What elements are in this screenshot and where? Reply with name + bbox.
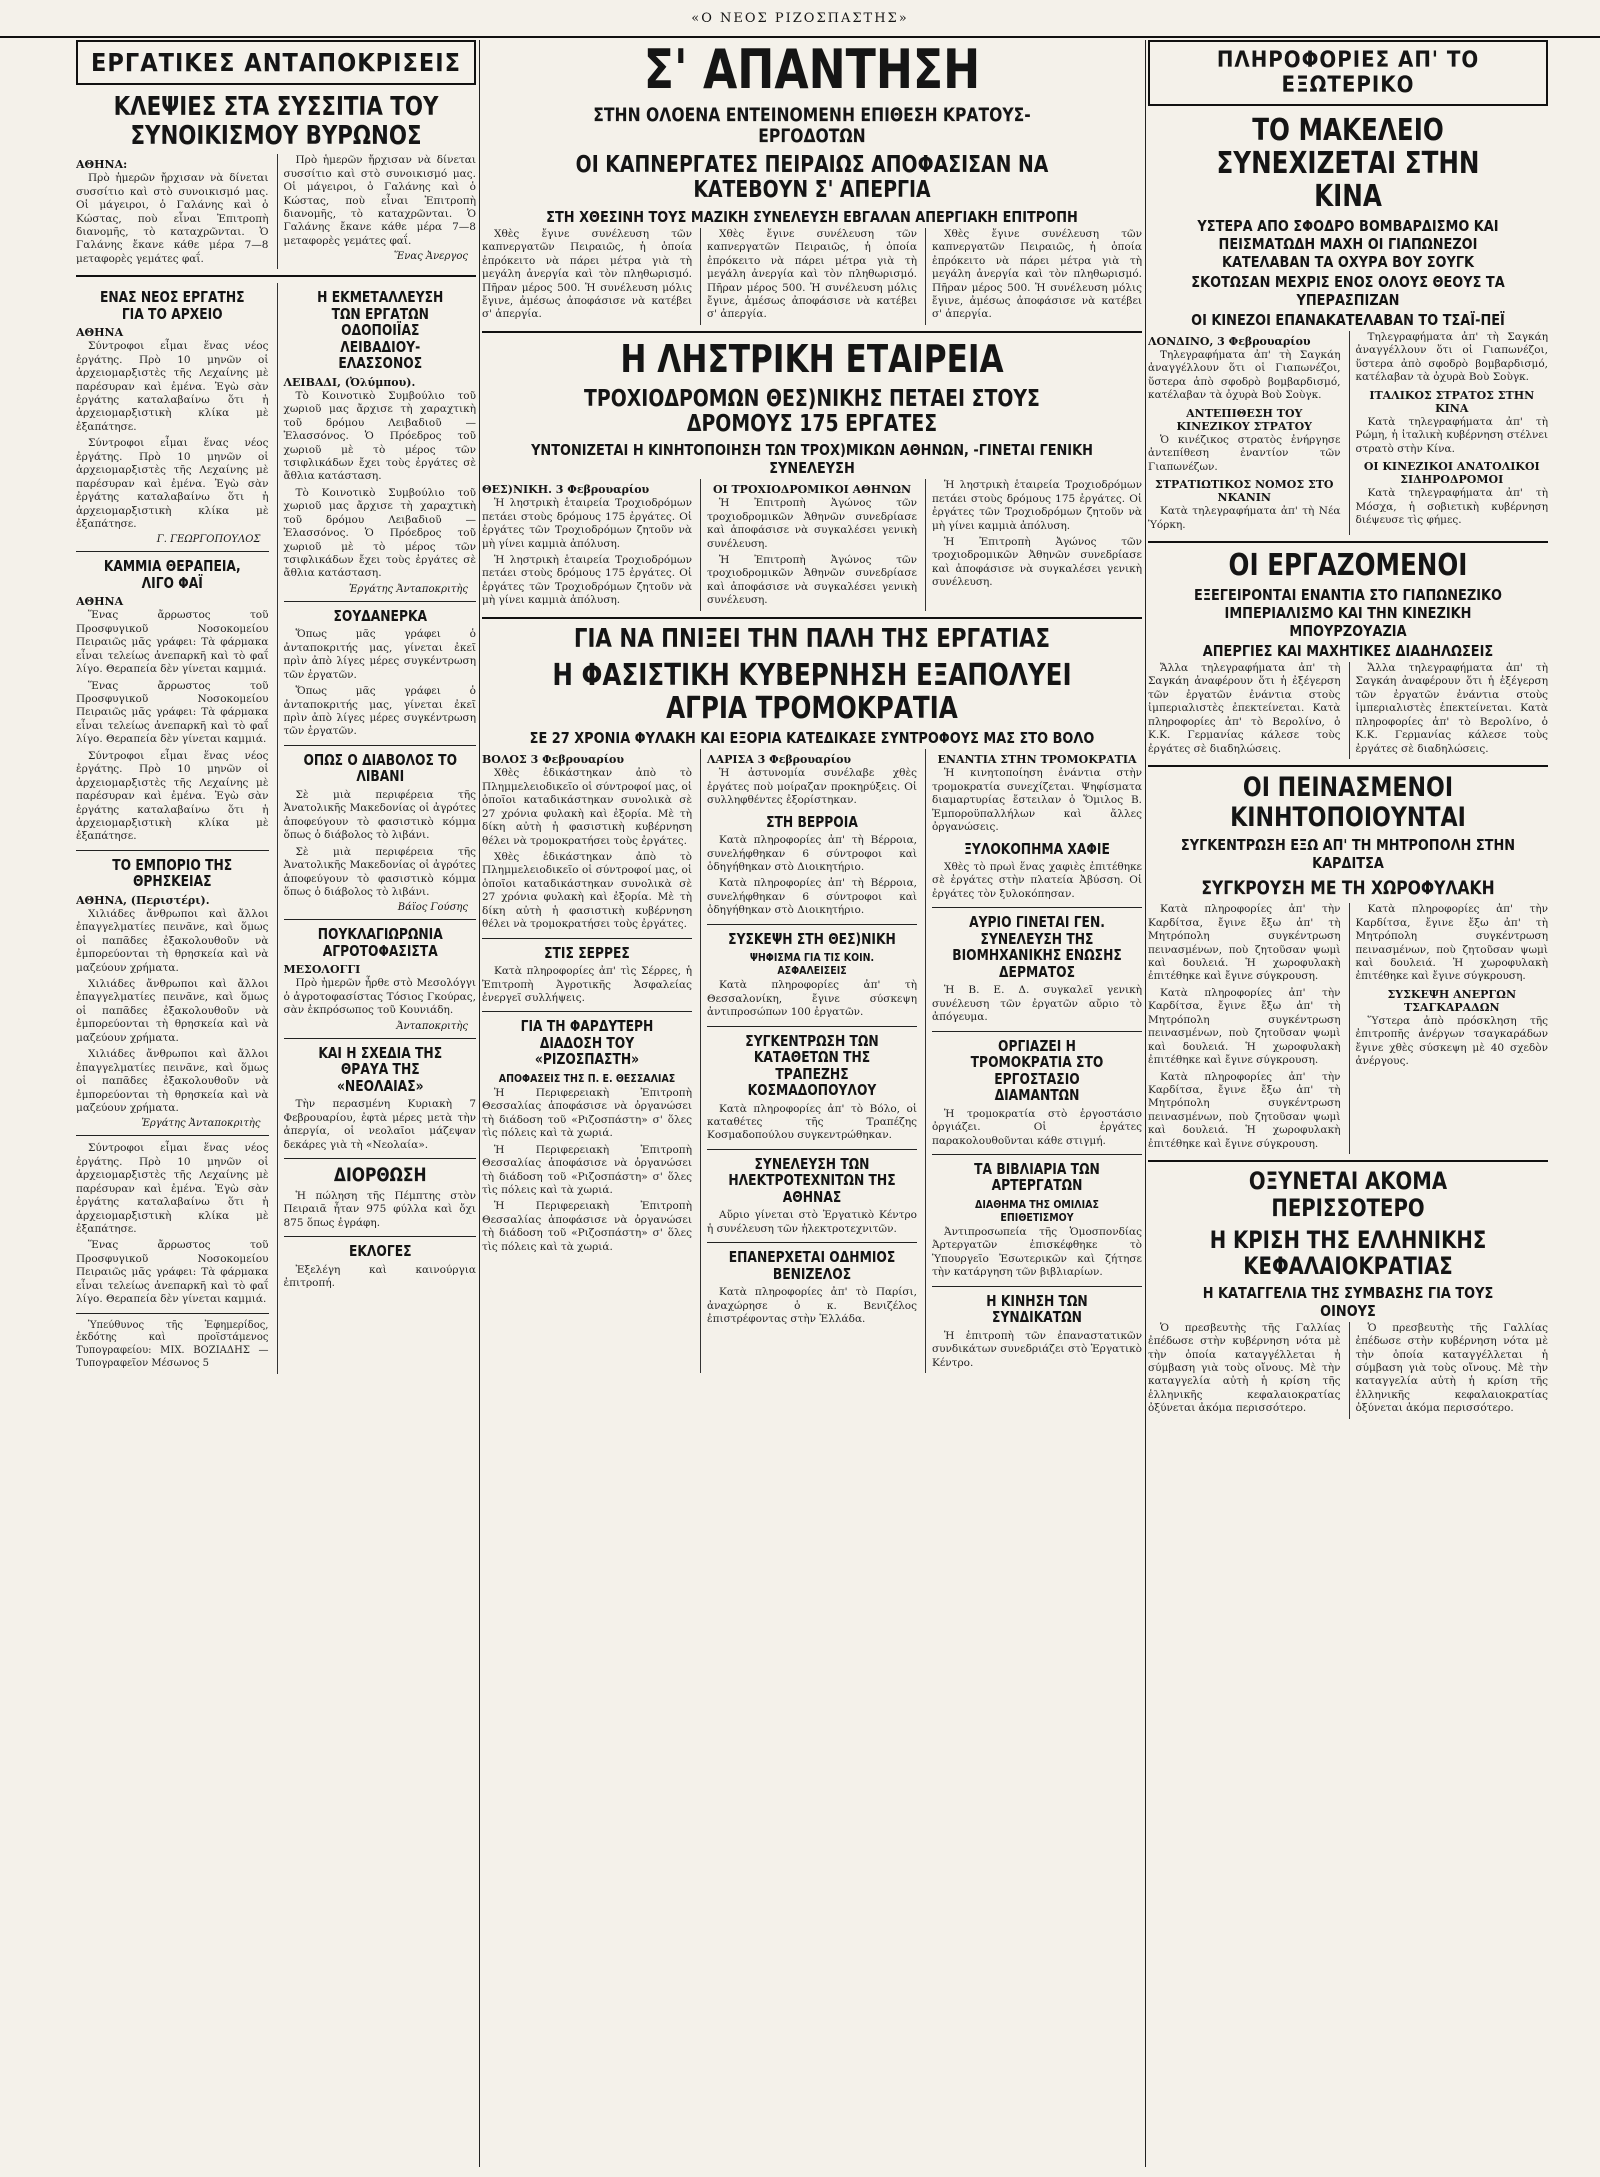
article-body: Τὴν περασμένη Κυριακὴ 7 Φεβρουαρίου, ἐφτὰ μέρες μετὰ τὴν ἀπεργία, οἱ νεολαῖοι μάζεψαν δεκάρες γιὰ τὴ «Νεολαία».	[283, 1098, 476, 1151]
article-body: Ἡ Ἐπιτροπὴ Ἀγώνος τῶν τροχιοδρομικῶν Ἀθηνῶν συνεδρίασε καὶ ἀποφάσισε νὰ συγκαλέσει γενικὴ συνέλευση.	[707, 553, 917, 607]
article-title: ΕΠΑΝΕΡΧΕΤΑΙ ΟΔΗΜΙΟΣ ΒΕΝΙΖΕΛΟΣ	[728, 1248, 896, 1283]
article-body: Ἡ Περιφερειακὴ Ἐπιτροπὴ Θεσσαλίας ἀποφάσισε νὰ ὀργανώσει τὴ διάδοση τοῦ «Ριζοσπάστη» σ' ὅλες τὶς πόλεις καὶ τὰ χωριά.	[482, 1200, 692, 1253]
article-body-continued: Πρὸ ἡμερῶν ἤρχισαν νὰ δίνεται συσσίτιο καὶ στὸ συνοικισμό μας. Οἱ μάγειροι, ὁ Γαλάνης καὶ ὁ Κώστας, ποὺ εἶναι Ἐπιτροπὴ διανομῆς, τὸ καταχρῶνται. Ὁ Γαλάνης ἔκανε κάθε μέρα 7—8 μεταφορὲς γεμάτες φαΐ.	[283, 154, 476, 247]
article-body: Ἐξελέγη καὶ καινούργια ἐπιτροπή.	[283, 1263, 476, 1290]
right-column	[1148, 40, 1548, 2167]
main-headline: Σ' ΑΠΑΝΤΗΣΗ	[643, 40, 981, 101]
subheadline: ΣΥΓΚΕΝΤΡΩΣΗ ΕΞΩ ΑΠ' ΤΗ ΜΗΤΡΟΠΟΛΗ ΣΤΗΝ ΚΑΡΔΙΤΣΑ	[1180, 836, 1516, 873]
article-title: ΟΡΓΙΑΖΕΙ Η ΤΡΟΜΟΚΡΑΤΙΑ ΣΤΟ ΕΡΓΟΣΤΑΣΙΟ ΔΙΑΜΑΝΤΩΝ	[970, 1036, 1104, 1105]
dateline: ΑΘΗΝΑ:	[76, 158, 128, 172]
article-title: ΚΑΜΜΙΑ ΘΕΡΑΠΕΙΑ, ΛΙΓΟ ΦΑΪ	[103, 557, 241, 592]
article-body: Χθὲς ἔγινε συνέλευση τῶν καπνεργατῶν Πειραιῶς, ἡ ὁποία ἐπρόκειτο νὰ πάρει μέτρα γιὰ τὴ μεγάλη ἀνεργία καὶ τὸν πληθωρισμό. Πῆραν μέρος 500. Ἡ συνέλευση μόλις ἔγινε, ἀμέσως ἀποφάσισε νὰ κατέβει σ' ἀπεργία.	[482, 227, 692, 321]
column-rule-left	[479, 40, 480, 2167]
article-body: Σὲ μιὰ περιφέρεια τῆς Ἀνατολικῆς Μακεδονίας οἱ ἀγρότες ἀποφεύγουν τὸ φασιστικὸ κόμμα ὅπως ὁ διάβολος τὸ λιβάνι.	[283, 788, 476, 842]
headline: ΟΙ ΠΕΙΝΑΣΜΕΝΟΙ ΚΙΝΗΤΟΠΟΙΟΥΝΤΑΙ	[1230, 772, 1466, 833]
signature: Γ. ΓΕΩΡΓΟΠΟΥΛΟΣ	[156, 534, 261, 546]
dateline: ΜΕΣΟΛΟΓΓΙ	[283, 963, 361, 977]
article-title: ΟΙ ΚΙΝΕΖΙΚΟΙ ΑΝΑΤΟΛΙΚΟΙ ΣΙΔΗΡΟΔΡΟΜΟΙ	[1363, 460, 1540, 487]
article-body: Σύντροφοι εἶμαι ἕνας νέος ἐργάτης. Πρὸ 10 μηνῶν οἱ ἀρχειομαρξιστὲς τῆς Λεχαίνης μὲ παρέσυραν καὶ ἐμένα. Ἐγὼ σὰν ἐργάτης καταλαβαίνω ὅτι ἡ ἀρχειομαρξιστικὴ κλίκα μὲ ἐξαπάτησε.	[76, 1142, 269, 1235]
article-body: Χθὲς ἔγινε συνέλευση τῶν καπνεργατῶν Πειραιῶς, ἡ ὁποία ἐπρόκειτο νὰ πάρει μέτρα γιὰ τὴ μεγάλη ἀνεργία καὶ τὸν πληθωρισμό. Πῆραν μέρος 500. Ἡ συνέλευση μόλις ἔγινε, ἀμέσως ἀποφάσισε νὰ κατέβει σ' ἀπεργία.	[707, 227, 917, 321]
article-body: Ἡ ἀστυνομία συνέλαβε χθὲς ἐργάτες ποὺ μοίραζαν προκηρύξεις. Οἱ συλληφθέντες ἐξορίστηκαν.	[707, 767, 917, 807]
article-body: Ἀντιπροσωπεία τῆς Ὁμοσπονδίας Ἀρτεργατῶν ἐπισκέφθηκε τὸ Ὑπουργεῖο Ἐσωτερικῶν καὶ ζήτησε τὴν κατάργηση τῶν βιβλιαρίων.	[932, 1225, 1142, 1279]
article-body: Ἄλλα τηλεγραφήματα ἀπ' τὴ Σαγκάη ἀναφέρουν ὅτι ἡ ἐξέγερση τῶν ἐργατῶν ἐνάντια στοὺς ἰμπεριαλιστὲς ἐπεκτείνεται. Κατὰ πληροφορίες ἀπ' τὸ Βερολίνο, ὁ Κ.Κ. Γερμανίας κάλεσε τοὺς ἐργάτες σὲ διαδηλώσεις.	[1355, 661, 1548, 755]
dateline: ΘΕΣ)ΝΙΚΗ. 3 Φεβρουαρίου	[482, 483, 650, 497]
article-body: Ἡ τρομοκρατία στὸ ἐργοστάσιο ὀργιάζει. Οἱ ἐργάτες παρακολουθοῦνται κάθε στιγμή.	[932, 1107, 1142, 1147]
article-title: ΓΙΑ ΤΗ ΦΑΡΔΥΤΕΡΗ ΔΙΑΔΟΣΗ ΤΟΥ «ΡΙΖΟΣΠΑΣΤΗ»	[520, 1017, 654, 1069]
article-body: Τηλεγραφήματα ἀπ' τὴ Σαγκάη ἀναγγέλλουν ὅτι οἱ Γιαπωνέζοι, ὕστερα ἀπὸ σφοδρὸ βομβαρδισμό, κατέλαβαν τὰ ὀχυρὰ Βοὺ Σοὺγκ.	[1355, 331, 1548, 384]
article-body: Ἕνας ἄρρωστος τοῦ Προσφυγικοῦ Νοσοκομείου Πειραιῶς μᾶς γράφει: Τὰ φάρμακα εἶναι τελείως ἀνεπαρκῆ καὶ τὸ φαΐ λίγο. Θεραπεία δὲν γίνεται καμμιά.	[76, 1239, 269, 1306]
subheadline: ΥΝΤΟΝΙΖΕΤΑΙ Η ΚΙΝΗΤΟΠΟΙΗΣΗ ΤΩΝ ΤΡΟΧ)ΜΙΚΩΝ ΑΘΗΝΩΝ, -ΓΙΝΕΤΑΙ ΓΕΝΙΚΗ ΣΥΝΕΛΕΥΣΗ	[531, 441, 1093, 478]
signature: Βάϊος Γούσης	[397, 902, 468, 914]
article-title: ΣΤΗ ΒΕΡΡΟΙΑ	[766, 812, 858, 831]
article-body: Ἕνας ἄρρωστος τοῦ Προσφυγικοῦ Νοσοκομείου Πειραιῶς μᾶς γράφει: Τὰ φάρμακα εἶναι τελείως ἀνεπαρκῆ καὶ τὸ φαΐ λίγο. Θεραπεία δὲν γίνεται καμμιά.	[76, 609, 269, 676]
article-title: ΔΙΟΡΘΩΣΗ	[333, 1163, 427, 1186]
article-body: Ἡ Ἐπιτροπὴ Ἀγώνος τῶν τροχιοδρομικῶν Ἀθηνῶν συνεδρίασε καὶ ἀποφάσισε νὰ συγκαλέσει γενικὴ συνέλευση.	[932, 535, 1142, 589]
headline: ΓΙΑ ΝΑ ΠΝΙΞΕΙ ΤΗΝ ΠΑΛΗ ΤΗΣ ΕΡΓΑΤΙΑΣ	[573, 623, 1051, 654]
headline: Η ΛΗΣΤΡΙΚΗ ΕΤΑΙΡΕΙΑ	[620, 336, 1004, 381]
article-body: Χθὲς τὸ πρωὶ ἕνας χαφιὲς ἐπιτέθηκε σὲ ἐργάτες στὴν πλατεία Ἀβύσση. Οἱ ἐργάτες τὸν ξυλοκόπησαν.	[932, 861, 1142, 900]
signature: Ἐργάτης Ἀνταποκριτὴς	[348, 583, 468, 595]
imprint: Ὑπεύθυνος τῆς Ἐφημερίδος, ἐκδότης καὶ προϊστάμενος Τυπογραφείου: ΜΙΧ. ΒΟΖΙΑΔΗΣ — Τυπογραφεῖον Μέσωνος 5	[76, 1319, 269, 1370]
article-body: Σὲ μιὰ περιφέρεια τῆς Ἀνατολικῆς Μακεδονίας οἱ ἀγρότες ἀποφεύγουν τὸ φασιστικὸ κόμμα ὅπως ὁ διάβολος τὸ λιβάνι.	[283, 845, 476, 898]
article-title: ΞΥΛΟΚΟΠΗΜΑ ΧΑΦΙΕ	[964, 839, 1110, 858]
headline-deck: ΣΤΗΝ ΟΛΟΕΝΑ ΕΝΤΕΙΝΟΜΕΝΗ ΕΠΙΘΕΣΗ ΚΡΑΤΟΥΣ-ΕΡΓΟΔΟΤΩΝ	[593, 104, 1031, 148]
article-title: ΑΥΡΙΟ ΓΙΝΕΤΑΙ ΓΕΝ. ΣΥΝΕΛΕΥΣΗ ΤΗΣ ΒΙΟΜΗΧΑΝΙΚΗΣ ΕΝΩΣΗΣ ΔΕΡΜΑΤΟΣ	[952, 913, 1122, 981]
dateline: ΑΘΗΝΑ	[76, 595, 124, 609]
article-body: Ὅπως μᾶς γράφει ὁ ἀνταποκριτής μας, γίνεται ἐκεῖ πρὶν ἀπὸ λίγες μέρες συγκέντρωση τῶν ἐργατῶν.	[283, 628, 476, 681]
article-body: Χιλιάδες ἄνθρωποι καὶ ἄλλοι ἐπαγγελματίες πεινᾶνε, καὶ ὅμως οἱ παπᾶδες ἐξακολουθοῦν νὰ ἐμπορεύονται τὴ θρησκεία καὶ νὰ μαζεύουν χρήματα.	[76, 907, 269, 974]
article-body: Χθὲς ἔγινε συνέλευση τῶν καπνεργατῶν Πειραιῶς, ἡ ὁποία ἐπρόκειτο νὰ πάρει μέτρα γιὰ τὴ μεγάλη ἀνεργία καὶ τὸν πληθωρισμό. Πῆραν μέρος 500. Ἡ συνέλευση μόλις ἔγινε, ἀμέσως ἀποφάσισε νὰ κατέβει σ' ἀπεργία.	[932, 227, 1142, 321]
dateline: ΛΕΙΒΑΔΙ, (Ὀλύμπου).	[283, 375, 416, 389]
article-title: ΣΤΡΑΤΙΩΤΙΚΟΣ ΝΟΜΟΣ ΣΤΟ ΝΚΑΝΙΝ	[1154, 478, 1334, 505]
headline: Η ΚΡΙΣΗ ΤΗΣ ΕΛΛΗΝΙΚΗΣ ΚΕΦΑΛΑΙΟΚΡΑΤΙΑΣ	[1209, 1225, 1487, 1281]
signature: Ἐργάτης Ἀνταποκριτὴς	[141, 1118, 261, 1130]
article-title: ΕΝΑΣ ΝΕΟΣ ΕΡΓΑΤΗΣ ΓΙΑ ΤΟ ΑΡΧΕΙΟ	[99, 288, 245, 323]
article-title: ΟΙ ΤΡΟΧΙΟΔΡΟΜΙΚΟΙ ΑΘΗΝΩΝ	[712, 483, 912, 497]
article-title: ΣΥΝΕΛΕΥΣΗ ΤΩΝ ΗΛΕΚΤΡΟΤΕΧΝΙΤΩΝ ΤΗΣ ΑΘΗΝΑΣ	[728, 1154, 896, 1206]
signature: Ἕνας Ἀνεργος	[393, 251, 468, 263]
subheadline: ΑΠΟΦΑΣΕΙΣ ΤΗΣ Π. Ε. ΘΕΣΣΑΛΙΑΣ	[498, 1071, 676, 1085]
article-body: Ἡ πώληση τῆς Πέμπτης στὸν Πειραιᾶ ἦταν 975 φύλλα καὶ ὄχι 875 ὅπως ἐγράφη.	[283, 1189, 476, 1229]
article-title: ΤΟ ΕΜΠΟΡΙΟ ΤΗΣ ΘΡΗΣΚΕΙΑΣ	[112, 855, 233, 891]
article-body: Πρὸ ἡμερῶν ἤρχισαν νὰ δίνεται συσσίτιο καὶ στὸ συνοικισμό μας. Οἱ μάγειροι, ὁ Γαλάνης καὶ ὁ Κώστας, ποὺ εἶναι Ἐπιτροπὴ διανομῆς, τὸ καταχρῶνται. Ὁ Γαλάνης ἔκανε κάθε μέρα 7—8 μεταφορὲς γεμάτες φαΐ.	[76, 172, 269, 265]
article-body: Κατὰ πληροφορίες ἀπ' τὸ Παρίσι, ἀναχώρησε ὁ κ. Βενιζέλος ἐπιστρέφοντας στὴν Ἑλλάδα.	[707, 1286, 917, 1326]
article-body: Ὅπως μᾶς γράφει ὁ ἀνταποκριτής μας, γίνεται ἐκεῖ πρὶν ἀπὸ λίγες μέρες συγκέντρωση τῶν ἐργατῶν.	[283, 685, 476, 738]
article-title: ΚΑΙ Η ΣΧΕΔΙΑ ΤΗΣ ΘΡΑΥΑ ΤΗΣ «ΝΕΟΛΑΙΑΣ»	[317, 1043, 442, 1095]
subheadline: ΣΚΟΤΩΣΑΝ ΜΕΧΡΙΣ ΕΝΟΣ ΟΛΟΥΣ ΘΕΟΥΣ ΤΑ ΥΠΕΡΑΣΠΙΖΑΝ	[1191, 273, 1505, 309]
article-body: Τὸ Κοινοτικὸ Συμβούλιο τοῦ χωριοῦ μας ἄρχισε τὴ χαραχτικὴ τοῦ δρόμου Λειβαδιοῦ — Ἐλασσόνος. Ὁ Πρόεδρος τοῦ χωριοῦ μὲ τὸ μέρος τῶν τσιφλικάδων ἔχει τοὺς ἐργάτες σὲ ἄθλια κατάσταση.	[283, 486, 476, 580]
article-title: ΣΟΥΔΑΝΕΡΚΑ	[332, 606, 427, 625]
subheadline: ΣΤΗ ΧΘΕΣΙΝΗ ΤΟΥΣ ΜΑΖΙΚΗ ΣΥΝΕΛΕΥΣΗ ΕΒΓΑΛΑΝ ΑΠΕΡΓΙΑΚΗ ΕΠΙΤΡΟΠΗ	[546, 207, 1078, 226]
article-body: Χθὲς ἐδικάστηκαν ἀπὸ τὸ Πλημμελειοδικεῖο οἱ σύντροφοί μας, οἱ ὁποῖοι καταδικάστηκαν συνολικὰ σὲ 27 χρόνια φυλακὴ καὶ ἐξορία. Μὲ τὴ δίκη αὐτὴ ἡ φασιστικὴ κυβέρνηση θέλει νὰ τρομοκρατήσει τοὺς ἐργάτες.	[482, 850, 692, 931]
section-title-foreign-news: ΠΛΗΡΟΦΟΡΙΕΣ ΑΠ' ΤΟ ΕΞΩΤΕΡΙΚΟ	[1148, 40, 1548, 106]
article-body: Κατὰ πληροφορίες ἀπ' τὴν Καρδίτσα, ἔγινε ἔξω ἀπ' τὴ Μητρόπολη συγκέντρωση πεινασμένων, ποὺ ζητοῦσαν ψωμὶ καὶ δουλειά. Ἡ χωροφυλακὴ ἐπιτέθηκε καὶ ἔγινε σύγκρουση.	[1148, 986, 1341, 1067]
dateline: ΑΘΗΝΑ	[76, 326, 124, 340]
article-title: ΕΚΛΟΓΕΣ	[348, 1242, 412, 1261]
article-body: Χθὲς ἐδικάστηκαν ἀπὸ τὸ Πλημμελειοδικεῖο οἱ σύντροφοί μας, οἱ ὁποῖοι καταδικάστηκαν συνολικὰ σὲ 27 χρόνια φυλακὴ καὶ ἐξορία. Μὲ τὴ δίκη αὐτὴ ἡ φασιστικὴ κυβέρνηση θέλει νὰ τρομοκρατήσει τοὺς ἐργάτες.	[482, 767, 692, 847]
article-body: Ἡ Ἐπιτροπὴ Ἀγώνος τῶν τροχιοδρομικῶν Ἀθηνῶν συνεδρίασε καὶ ἀποφάσισε νὰ συγκαλέσει γενικὴ συνέλευση.	[707, 497, 917, 550]
article-title: ΤΑ ΒΙΒΛΙΑΡΙΑ ΤΩΝ ΑΡΤΕΡΓΑΤΩΝ	[974, 1159, 1100, 1195]
column-rule-right	[1145, 40, 1146, 2167]
masthead: «Ο ΝΕΟΣ ΡΙΖΟΣΠΑΣΤΗΣ»	[0, 0, 1600, 38]
headline: ΣΥΓΚΡΟΥΣΗ ΜΕ ΤΗ ΧΩΡΟΦΥΛΑΚΗ	[1201, 877, 1495, 900]
article-body: Ἡ Β. Ε. Δ. συγκαλεῖ γενικὴ συνέλευση τῶν ἐργατῶν αὔριο τὸ ἀπόγευμα.	[932, 984, 1142, 1024]
headline: ΤΟ ΜΑΚΕΛΕΙΟ ΣΥΝΕΧΙΖΕΤΑΙ ΣΤΗΝ ΚΙΝΑ	[1216, 113, 1480, 214]
article-body: Ἡ Περιφερειακὴ Ἐπιτροπὴ Θεσσαλίας ἀποφάσισε νὰ ὀργανώσει τὴ διάδοση τοῦ «Ριζοσπάστη» σ' ὅλες τὶς πόλεις καὶ τὰ χωριά.	[482, 1143, 692, 1196]
dateline: ΑΘΗΝΑ, (Περιστέρι).	[76, 893, 210, 907]
article-body: Ἡ κινητοποίηση ἐνάντια στὴν τρομοκρατία συνεχίζεται. Ψηφίσματα διαμαρτυρίας ἔστειλαν ὁ Ὅμιλος Β. Ἐμποροϋπαλλήλων καὶ ἄλλες ὀργανώσεις.	[932, 767, 1142, 834]
article-body: Κατὰ πληροφορίες ἀπ' τὸ Βόλο, οἱ καταθέτες τῆς Τραπέζης Κοσμαδοπούλου συγκεντρώθηκαν.	[707, 1102, 917, 1142]
article-body: Σύντροφοι εἶμαι ἕνας νέος ἐργάτης. Πρὸ 10 μηνῶν οἱ ἀρχειομαρξιστὲς τῆς Λεχαίνης μὲ παρέσυραν καὶ ἐμένα. Ἐγὼ σὰν ἐργάτης καταλαβαίνω ὅτι ἡ ἀρχειομαρξιστικὴ κλίκα μὲ ἐξαπάτησε.	[76, 340, 269, 433]
article-title: ΣΥΣΚΕΨΗ ΣΤΗ ΘΕΣ)ΝΙΚΗ	[728, 929, 896, 948]
subheadline: Η ΚΑΤΑΓΓΕΛΙΑ ΤΗΣ ΣΥΜΒΑΣΗΣ ΓΙΑ ΤΟΥΣ ΟΙΝΟΥΣ	[1202, 1283, 1494, 1320]
subheadline: ΑΠΕΡΓΙΕΣ ΚΑΙ ΜΑΧΗΤΙΚΕΣ ΔΙΑΔΗΛΩΣΕΙΣ	[1202, 641, 1494, 660]
article-title: Η ΚΙΝΗΣΗ ΤΩΝ ΣΥΝΔΙΚΑΤΩΝ	[986, 1291, 1088, 1327]
article-body: Κατὰ τηλεγραφήματα ἀπ' τὴ Ρώμη, ἡ ἰταλικὴ κυβέρνηση στέλνει στρατὸ στὴν Κίνα.	[1355, 415, 1548, 455]
article-body: Ἡ ληστρικὴ ἑταιρεία Τροχιοδρόμων πετάει στοὺς δρόμους 175 ἐργάτες. Οἱ ἐργάτες τῶν Τροχιοδρόμων ζητοῦν νὰ μὴ γίνει καμμιὰ ἀπόλυση.	[932, 479, 1142, 532]
article-body: Κατὰ πληροφορίες ἀπ' τὴν Καρδίτσα, ἔγινε ἔξω ἀπ' τὴ Μητρόπολη συγκέντρωση πεινασμένων, ποὺ ζητοῦσαν ψωμὶ καὶ δουλειά. Ἡ χωροφυλακὴ ἐπιτέθηκε καὶ ἔγινε σύγκρουση.	[1148, 1070, 1341, 1150]
article-body: Τὸ Κοινοτικὸ Συμβούλιο τοῦ χωριοῦ μας ἄρχισε τὴ χαραχτικὴ τοῦ δρόμου Λειβαδιοῦ — Ἐλασσόνος. Ὁ Πρόεδρος τοῦ χωριοῦ μὲ τὸ μέρος τῶν τσιφλικάδων ἔχει τοὺς ἐργάτες σὲ ἄθλια κατάσταση.	[283, 389, 476, 483]
article-body: Ἡ Περιφερειακὴ Ἐπιτροπὴ Θεσσαλίας ἀποφάσισε νὰ ὀργανώσει τὴ διάδοση τοῦ «Ριζοσπάστη» σ' ὅλες τὶς πόλεις καὶ τὰ χωριά.	[482, 1086, 692, 1140]
article-title: Η ΕΚΜΕΤΑΛΛΕΥΣΗ ΤΩΝ ΕΡΓΑΤΩΝ ΟΔΟΠΟΙΪΑΣ ΛΕΙΒΑΔΙΟΥ-ΕΛΑΣΣΟΝΟΣ	[316, 288, 443, 373]
article-body: Κατὰ πληροφορίες ἀπ' τὴν Καρδίτσα, ἔγινε ἔξω ἀπ' τὴ Μητρόπολη συγκέντρωση πεινασμένων, ποὺ ζητοῦσαν ψωμὶ καὶ δουλειά. Ἡ χωροφυλακὴ ἐπιτέθηκε καὶ ἔγινε σύγκρουση.	[1355, 903, 1548, 983]
dateline: ΛΟΝΔΙΝΟ, 3 Φεβρουαρίου	[1148, 335, 1311, 348]
article-body: Ἄλλα τηλεγραφήματα ἀπ' τὴ Σαγκάη ἀναφέρουν ὅτι ἡ ἐξέγερση τῶν ἐργατῶν ἐνάντια στοὺς ἰμπεριαλιστὲς ἐπεκτείνεται. Κατὰ πληροφορίες ἀπ' τὸ Βερολίνο, ὁ Κ.Κ. Γερμανίας κάλεσε τοὺς ἐργάτες σὲ διαδηλώσεις.	[1148, 661, 1341, 755]
article-title: ΑΝΤΕΠΙΘΕΣΗ ΤΟΥ ΚΙΝΕΖΙΚΟΥ ΣΤΡΑΤΟΥ	[1176, 406, 1313, 433]
article-body: Χιλιάδες ἄνθρωποι καὶ ἄλλοι ἐπαγγελματίες πεινᾶνε, καὶ ὅμως οἱ παπᾶδες ἐξακολουθοῦν νὰ ἐμπορεύονται τὴ θρησκεία καὶ νὰ μαζεύουν χρήματα.	[76, 978, 269, 1044]
headline: Η ΦΑΣΙΣΤΙΚΗ ΚΥΒΕΡΝΗΣΗ ΕΞΑΠΟΛΥΕΙ ΑΓΡΙΑ ΤΡΟΜΟΚΡΑΤΙΑ	[552, 658, 1072, 727]
article-body: Ἡ ληστρικὴ ἑταιρεία Τροχιοδρόμων πετάει στοὺς δρόμους 175 ἐργάτες. Οἱ ἐργάτες τῶν Τροχιοδρόμων ζητοῦν νὰ μὴ γίνει καμμιὰ ἀπόλυση.	[482, 553, 692, 607]
article-body: Κατὰ πληροφορίες ἀπ' τὶς Σέρρες, ἡ Ἐπιτροπὴ Ἀγροτικῆς Ἀσφαλείας ἐνεργεῖ συλλήψεις.	[482, 965, 692, 1004]
subheadline: ΟΙ ΚΙΝΕΖΟΙ ΕΠΑΝΑΚΑΤΕΛΑΒΑΝ ΤΟ ΤΣΑΪ-ΠΕΪ	[1191, 311, 1505, 329]
headline: ΟΙ ΕΡΓΑΖΟΜΕΝΟΙ	[1228, 547, 1468, 583]
left-column	[76, 40, 476, 2167]
article-title: ΚΛΕΨΙΕΣ ΣΤΑ ΣΥΣΣΙΤΙΑ ΤΟΥ ΣΥΝΟΙΚΙΣΜΟΥ ΒΥΡΩΝΟΣ	[113, 92, 439, 151]
headline-deck: ΟΙ ΚΑΠΝΕΡΓΑΤΕΣ ΠΕΙΡΑΙΩΣ ΑΠΟΦΑΣΙΣΑΝ ΝΑ ΚΑΤΕΒΟΥΝ Σ' ΑΠΕΡΓΙΑ	[575, 152, 1049, 204]
article-body: Ὁ πρεσβευτὴς τῆς Γαλλίας ἐπέδωσε στὴν κυβέρνηση νότα μὲ τὴν ὁποία καταγγέλλεται ἡ σύμβαση γιὰ τοὺς οἴνους. Μὲ τὴν καταγγελία αὐτὴ ἡ κρίση τῆς ἑλληνικῆς κεφαλαιοκρατίας ὀξύνεται ἀκόμα περισσότερο.	[1148, 1321, 1341, 1415]
article-body: Ἡ ἐπιτροπὴ τῶν ἐπαναστατικῶν συνδικάτων συνεδριάζει στὸ Ἐργατικὸ Κέντρο.	[932, 1329, 1142, 1369]
article-body: Σύντροφοι εἶμαι ἕνας νέος ἐργάτης. Πρὸ 10 μηνῶν οἱ ἀρχειομαρξιστὲς τῆς Λεχαίνης μὲ παρέσυραν καὶ ἐμένα. Ἐγὼ σὰν ἐργάτης καταλαβαίνω ὅτι ἡ ἀρχειομαρξιστικὴ κλίκα μὲ ἐξαπάτησε.	[76, 749, 269, 843]
article-body: Ἡ ληστρικὴ ἑταιρεία Τροχιοδρόμων πετάει στοὺς δρόμους 175 ἐργάτες. Οἱ ἐργάτες τῶν Τροχιοδρόμων ζητοῦν νὰ μὴ γίνει καμμιὰ ἀπόλυση.	[482, 497, 692, 550]
article-body: Κατὰ πληροφορίες ἀπ' τὴν Καρδίτσα, ἔγινε ἔξω ἀπ' τὴ Μητρόπολη συγκέντρωση πεινασμένων, ποὺ ζητοῦσαν ψωμὶ καὶ δουλειά. Ἡ χωροφυλακὴ ἐπιτέθηκε καὶ ἔγινε σύγκρουση.	[1148, 903, 1341, 983]
article-body: Κατὰ τηλεγραφήματα ἀπ' τὴ Μόσχα, ἡ σοβιετικὴ κυβέρνηση διέψευσε τὶς φήμες.	[1355, 487, 1548, 526]
article-body: Ὁ πρεσβευτὴς τῆς Γαλλίας ἐπέδωσε στὴν κυβέρνηση νότα μὲ τὴν ὁποία καταγγέλλεται ἡ σύμβαση γιὰ τοὺς οἴνους. Μὲ τὴν καταγγελία αὐτὴ ἡ κρίση τῆς ἑλληνικῆς κεφαλαιοκρατίας ὀξύνεται ἀκόμα περισσότερο.	[1355, 1321, 1548, 1415]
article-title: ΣΥΓΚΕΝΤΡΩΣΗ ΤΩΝ ΚΑΤΑΘΕΤΩΝ ΤΗΣ ΤΡΑΠΕΖΗΣ ΚΟΣΜΑΔΟΠΟΥΛΟΥ	[745, 1031, 879, 1100]
article-title: ΣΥΣΚΕΨΗ ΑΝΕΡΓΩΝ ΤΣΑΓΚΑΡΑΔΩΝ	[1387, 987, 1517, 1014]
article-body: Ἕνας ἄρρωστος τοῦ Προσφυγικοῦ Νοσοκομείου Πειραιῶς μᾶς γράφει: Τὰ φάρμακα εἶναι τελείως ἀνεπαρκῆ καὶ τὸ φαΐ λίγο. Θεραπεία δὲν γίνεται καμμιά.	[76, 679, 269, 746]
article-body: Χιλιάδες ἄνθρωποι καὶ ἄλλοι ἐπαγγελματίες πεινᾶνε, καὶ ὅμως οἱ παπᾶδες ἐξακολουθοῦν νὰ ἐμπορεύονται τὴ θρησκεία καὶ νὰ μαζεύουν χρήματα.	[76, 1048, 269, 1114]
article-body: Τηλεγραφήματα ἀπ' τὴ Σαγκάη ἀναγγέλλουν ὅτι οἱ Γιαπωνέζοι, ὕστερα ἀπὸ σφοδρὸ βομβαρδισμό, κατέλαβαν τὰ ὀχυρὰ Βοὺ Σοὺγκ.	[1148, 349, 1341, 402]
headline: ΟΞΥΝΕΤΑΙ ΑΚΟΜΑ ΠΕΡΙΣΣΟΤΕΡΟ	[1248, 1167, 1448, 1222]
subheadline: ΕΞΕΓΕΙΡΟΝΤΑΙ ΕΝΑΝΤΙΑ ΣΤΟ ΓΙΑΠΩΝΕΖΙΚΟ ΙΜΠΕΡΙΑΛΙΣΜΟ ΚΑΙ ΤΗΝ ΚΙΝΕΖΙΚΗ ΜΠΟΥΡΖΟΥΑΖΙΑ	[1194, 585, 1502, 640]
section-title-workers-reports: ΕΡΓΑΤΙΚΕΣ ΑΝΤΑΠΟΚΡΙΣΕΙΣ	[76, 40, 476, 85]
headline-deck: ΤΡΟΧΙΟΔΡΟΜΩΝ ΘΕΣ)ΝΙΚΗΣ ΠΕΤΑΕΙ ΣΤΟΥΣ ΔΡΟΜΟΥΣ 175 ΕΡΓΑΤΕΣ	[584, 385, 1040, 437]
article-body: Κατὰ πληροφορίες ἀπ' τὴ Θεσσαλονίκη, ἔγινε σύσκεψη ἀντιπροσώπων 100 ἐργατῶν.	[707, 979, 917, 1019]
article-title: ΠΟΥΚΛΑΓΙΩΡΩΝΙΑ ΑΓΡΟΤΟΦΑΣΙΣΤΑ	[317, 925, 443, 960]
middle-column	[482, 40, 1142, 2167]
subheadline: ΨΗΦΙΣΜΑ ΓΙΑ ΤΙΣ ΚΟΙΝ. ΑΣΦΑΛΕΙΣΕΙΣ	[749, 951, 875, 978]
article-title: ΙΤΑΛΙΚΟΣ ΣΤΡΑΤΟΣ ΣΤΗΝ ΚΙΝΑ	[1369, 388, 1535, 415]
dateline: ΛΑΡΙΣΑ 3 Φεβρουαρίου	[707, 753, 852, 767]
subheadline: ΥΣΤΕΡΑ ΑΠΟ ΣΦΟΔΡΟ ΒΟΜΒΑΡΔΙΣΜΟ ΚΑΙ ΠΕΙΣΜΑΤΩΔΗ ΜΑΧΗ ΟΙ ΓΙΑΠΩΝΕΖΟΙ ΚΑΤΕΛΑΒΑΝ ΤΑ ΟΧΥΡΑ ΒΟΥ ΣΟΥΓΚ	[1197, 217, 1499, 271]
article-body: Αὔριο γίνεται στὸ Ἐργατικὸ Κέντρο ἡ συνέλευση τῶν ἠλεκτροτεχνιτῶν.	[707, 1209, 917, 1235]
article-title: ΣΤΙΣ ΣΕΡΡΕΣ	[544, 943, 630, 962]
subheadline: ΣΕ 27 ΧΡΟΝΙΑ ΦΥΛΑΚΗ ΚΑΙ ΕΞΟΡΙΑ ΚΑΤΕΔΙΚΑΣΕ ΣΥΝΤΡΟΦΟΥΣ ΜΑΣ ΣΤΟ ΒΟΛΟ	[529, 729, 1095, 748]
subheadline: ΔΙΑΘΗΜΑ ΤΗΣ ΟΜΙΛΙΑΣ ΕΠΙΘΕΤΙΣΜΟΥ	[975, 1197, 1099, 1224]
article-title: ΟΠΩΣ Ο ΔΙΑΒΟΛΟΣ ΤΟ ΛΙΒΑΝΙ	[302, 750, 457, 786]
article-body: Κατὰ τηλεγραφήματα ἀπ' τὴ Νέα Ὑόρκη.	[1148, 505, 1341, 531]
article-body: Πρὸ ἡμερῶν ἦρθε στὸ Μεσολόγγι ὁ ἀγροτοφασίστας Τόσιος Γκούρας, σὰν ἐκπρόσωπος τοῦ Κουνιάδη.	[283, 977, 476, 1017]
article-body: Σύντροφοι εἶμαι ἕνας νέος ἐργάτης. Πρὸ 10 μηνῶν οἱ ἀρχειομαρξιστὲς τῆς Λεχαίνης μὲ παρέσυραν καὶ ἐμένα. Ἐγὼ σὰν ἐργάτης καταλαβαίνω ὅτι ἡ ἀρχειομαρξιστικὴ κλίκα μὲ ἐξαπάτησε.	[76, 437, 269, 530]
dateline: ΒΟΛΟΣ 3 Φεβρουαρίου	[482, 753, 625, 767]
article-body: Κατὰ πληροφορίες ἀπ' τὴ Βέρροια, συνελήφθηκαν 6 σύντροφοι καὶ ὁδηγήθηκαν στὸ Διοικητήριο.	[707, 834, 917, 873]
article-body: Ὁ κινέζικος στρατὸς ἐνήργησε ἀντεπίθεση ἐναντίον τῶν Γιαπωνέζων.	[1148, 433, 1341, 473]
signature: Ἀνταποκριτὴς	[396, 1020, 468, 1032]
article-body: Κατὰ πληροφορίες ἀπ' τὴ Βέρροια, συνελήφθηκαν 6 σύντροφοι καὶ ὁδηγήθηκαν στὸ Διοικητήριο.	[707, 877, 917, 917]
article-title: ΕΝΑΝΤΙΑ ΣΤΗΝ ΤΡΟΜΟΚΡΑΤΙΑ	[937, 753, 1137, 767]
article-body: Ὕστερα ἀπὸ πρόσκληση τῆς ἐπιτροπῆς ἀνέργων τσαγκαράδων ἔγινε χθὲς σύσκεψη μὲ 40 σχεδὸν ἀνέργους.	[1355, 1014, 1548, 1068]
